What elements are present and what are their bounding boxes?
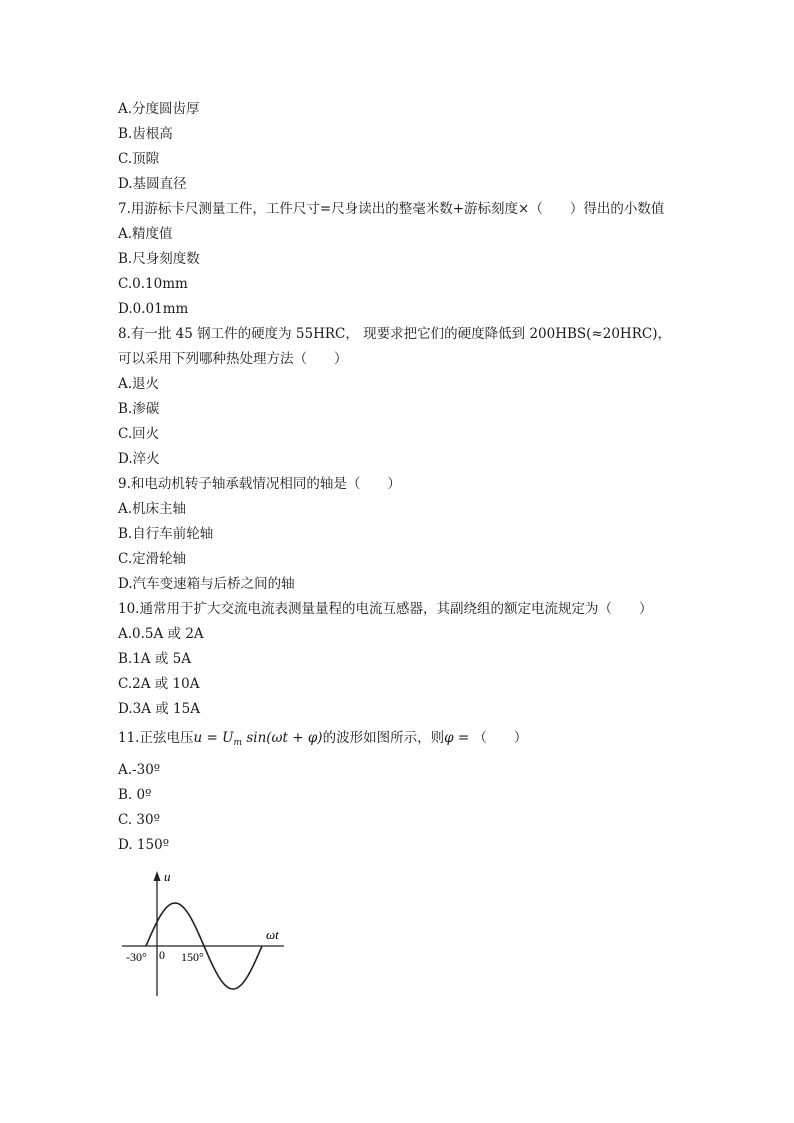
- q11-stem-suffix: = （ ）: [453, 730, 528, 746]
- q10-option-d: D.3A 或 15A: [118, 701, 200, 717]
- q7-option-a: A.精度值: [118, 226, 173, 242]
- q9-option-b: B.自行车前轮轴: [118, 526, 214, 542]
- q10-stem: 10.通常用于扩大交流电流表测量量程的电流互感器，其副绕组的额定电流规定为（ ）: [118, 601, 653, 617]
- label-150: 150°: [181, 950, 204, 964]
- q11-option-b: B. 0º: [118, 787, 152, 803]
- sine-waveform-figure: [118, 865, 290, 1000]
- q11-stem-prefix: 11.正弦电压: [118, 730, 194, 746]
- q8-option-b: B.渗碳: [118, 401, 160, 417]
- q11-stem: [118, 725, 678, 752]
- label-neg30: -30°: [126, 950, 147, 964]
- question-list: [118, 97, 678, 858]
- q10-option-b: B.1A 或 5A: [118, 651, 191, 667]
- q7-option-b: B.尺身刻度数: [118, 251, 200, 267]
- q10-option-a: A.0.5A 或 2A: [118, 626, 204, 642]
- q11-option-c: C. 30º: [118, 812, 160, 828]
- q7-option-d: D.0.01mm: [118, 301, 189, 317]
- label-u: u: [164, 869, 171, 884]
- q11-formula-rest: sin(ωt + φ): [242, 730, 323, 746]
- q8-option-c: C.回火: [118, 426, 160, 442]
- q6-option-d: D.基圆直径: [118, 176, 187, 192]
- q9-option-d: D.汽车变速箱与后桥之间的轴: [118, 576, 295, 592]
- q11-formula-u: u: [193, 730, 203, 746]
- q11-formula-eq: =: [202, 730, 223, 746]
- q11-option-d: D. 150º: [118, 837, 170, 853]
- q6-option-b: B.齿根高: [118, 126, 173, 142]
- q8-option-a: A.退火: [118, 376, 160, 392]
- q10-option-c: C.2A 或 10A: [118, 676, 200, 692]
- q9-option-c: C.定滑轮轴: [118, 551, 187, 567]
- y-axis-arrow: [154, 871, 161, 881]
- q11-formula-U: U: [222, 730, 234, 746]
- label-omega-t: ωt: [266, 927, 279, 942]
- q7-stem: 7.用游标卡尺测量工件，工件尺寸=尺身读出的整毫米数+游标刻度×（ ）得出的小数值: [118, 201, 665, 217]
- q8-option-d: D.淬火: [118, 451, 160, 467]
- q9-stem: 9.和电动机转子轴承载情况相同的轴是（ ）: [118, 476, 401, 492]
- q6-option-c: C.顶隙: [118, 151, 160, 167]
- q9-option-a: A.机床主轴: [118, 501, 187, 517]
- q7-option-c: C.0.10mm: [118, 276, 188, 292]
- q11-option-a: A.-30º: [118, 762, 161, 778]
- waveform-svg: [118, 865, 290, 1000]
- q11-stem-middle: 的波形如图所示，则: [322, 730, 445, 746]
- q11-formula-sub: m: [233, 738, 243, 748]
- q11-phi: φ: [444, 730, 454, 746]
- q6-option-a: A.分度圆齿厚: [118, 101, 200, 117]
- q8-stem: 8.有一批 45 钢工件的硬度为 55HRC， 现要求把它们的硬度降低到 200HBS(≈20HRC)， 可以采用下列哪种热处理方法（ ）: [118, 326, 671, 367]
- label-zero: 0: [159, 948, 165, 962]
